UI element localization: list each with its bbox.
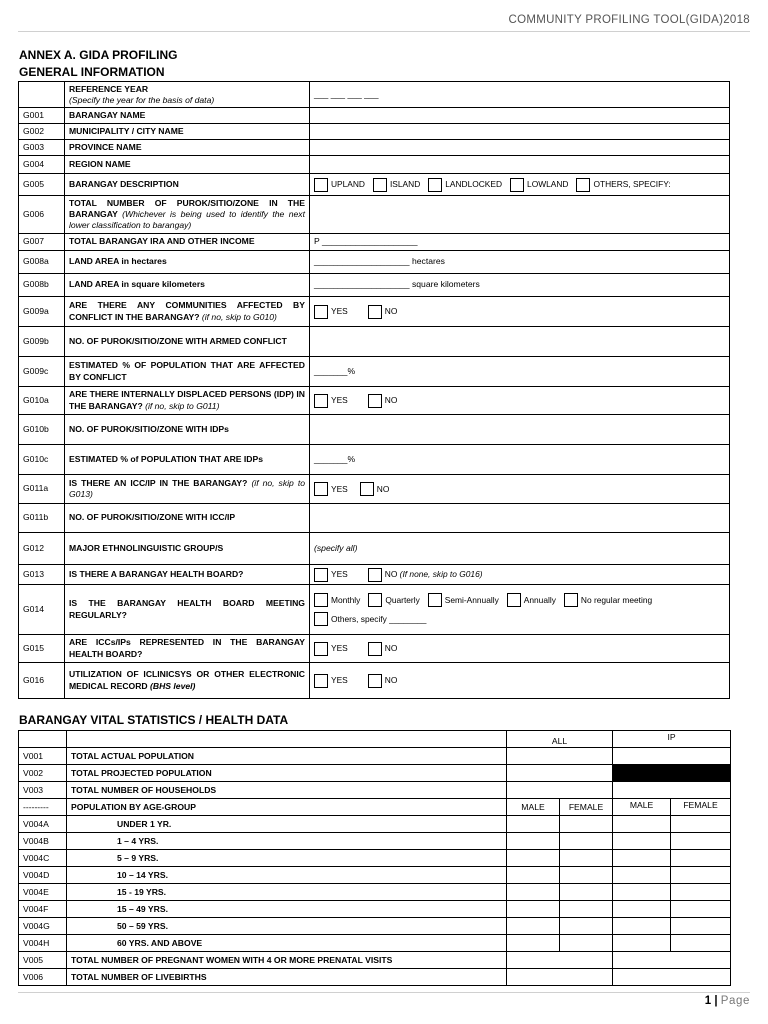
table-row xyxy=(19,357,730,387)
row-code: G004 xyxy=(19,156,65,174)
ira-income-input[interactable]: ____________________ xyxy=(321,236,418,247)
no-label: NO xyxy=(384,643,398,654)
icc-question-label: IS THERE AN ICC/IP IN THE BARANGAY? xyxy=(69,477,248,488)
yes-checkbox[interactable] xyxy=(314,394,328,408)
value-cell[interactable] xyxy=(613,816,671,833)
no-label: NO xyxy=(384,675,398,686)
option-label: OTHERS, SPECIFY: xyxy=(593,179,671,190)
table-row xyxy=(19,782,731,799)
all-value-cell[interactable] xyxy=(507,782,613,799)
landlocked-checkbox[interactable] xyxy=(428,178,442,192)
skip-note: (if no, skip to G011) xyxy=(145,400,220,411)
table-row xyxy=(19,952,731,969)
unit-label: hectares xyxy=(411,256,445,267)
annex-title: ANNEX A. GIDA PROFILING xyxy=(19,48,178,62)
value-cell[interactable] xyxy=(613,867,671,884)
document-header: COMMUNITY PROFILING TOOL(GIDA)2018 xyxy=(508,14,750,26)
value-cell[interactable] xyxy=(507,816,560,833)
no-checkbox[interactable] xyxy=(368,568,382,582)
table-row xyxy=(19,585,730,635)
row-label: POPULATION BY AGE-GROUP xyxy=(67,799,507,816)
no-checkbox[interactable] xyxy=(368,305,382,319)
table-row xyxy=(19,565,730,585)
purok-count-label: TOTAL NUMBER OF PUROK/SITIO/ZONE IN THE BARANGAY xyxy=(69,197,305,219)
row-code: G016 xyxy=(19,663,65,699)
row-code: G010a xyxy=(19,387,65,415)
option-label: Quarterly xyxy=(385,594,420,605)
row-code: V005 xyxy=(19,952,67,969)
row-code: G009a xyxy=(19,297,65,327)
value-cell[interactable] xyxy=(507,850,560,867)
yes-checkbox[interactable] xyxy=(314,674,328,688)
value-cell[interactable] xyxy=(560,901,613,918)
value-cell[interactable] xyxy=(560,833,613,850)
row-label: TOTAL ACTUAL POPULATION xyxy=(67,748,507,765)
conflict-percent-input[interactable]: _______ xyxy=(314,365,348,376)
row-label: 60 YRS. AND ABOVE xyxy=(67,935,507,952)
value-cell[interactable] xyxy=(560,935,613,952)
row-code: V004H xyxy=(19,935,67,952)
table-row xyxy=(19,816,731,833)
no-label: NO xyxy=(384,569,398,580)
value-cell[interactable] xyxy=(671,935,731,952)
conflict-percent-label: ESTIMATED % OF POPULATION THAT ARE AFFECTED BY CONFLICT xyxy=(65,357,310,387)
land-area-hectares-label: LAND AREA in hectares xyxy=(65,251,310,274)
no-checkbox[interactable] xyxy=(360,482,374,496)
row-code: G009c xyxy=(19,357,65,387)
yes-label: YES xyxy=(331,675,348,686)
annually-checkbox[interactable] xyxy=(507,593,521,607)
value-cell[interactable] xyxy=(613,884,671,901)
no-checkbox[interactable] xyxy=(368,642,382,656)
column-header-male: MALE xyxy=(507,799,560,816)
health-board-question-label: IS THERE A BARANGAY HEALTH BOARD? xyxy=(65,565,310,585)
value-cell[interactable] xyxy=(613,901,671,918)
table-row xyxy=(19,327,730,357)
table-row xyxy=(19,969,731,986)
all-value-cell[interactable] xyxy=(507,765,613,782)
option-label: Semi-Annually xyxy=(444,594,499,605)
row-code: G011a xyxy=(19,475,65,504)
value-cell[interactable] xyxy=(671,850,731,867)
unit-label: square kilometers xyxy=(411,279,480,290)
table-row xyxy=(19,445,730,475)
island-checkbox[interactable] xyxy=(373,178,387,192)
idp-percent-input[interactable]: _______ xyxy=(314,453,348,464)
purok-count-field[interactable] xyxy=(310,196,730,234)
barangay-name-label: BARANGAY NAME xyxy=(65,108,310,124)
ip-value-cell[interactable] xyxy=(613,782,731,799)
option-label: UPLAND xyxy=(331,179,365,190)
peso-prefix: P xyxy=(314,236,320,247)
others-checkbox[interactable] xyxy=(314,612,328,626)
yes-label: YES xyxy=(331,306,348,317)
table-row xyxy=(19,850,731,867)
table-row xyxy=(19,748,731,765)
table-row xyxy=(19,174,730,196)
others-checkbox[interactable] xyxy=(576,178,590,192)
general-information-table xyxy=(18,81,730,699)
value-cell[interactable] xyxy=(507,867,560,884)
row-label: TOTAL NUMBER OF LIVEBIRTHS xyxy=(67,969,507,986)
option-label: No regular meeting xyxy=(580,594,653,605)
value-cell[interactable] xyxy=(560,867,613,884)
row-code: V004B xyxy=(19,833,67,850)
percent-sign: % xyxy=(347,453,356,464)
land-area-hectares-input[interactable]: ____________________ xyxy=(314,256,410,267)
column-header-female: FEMALE xyxy=(560,799,613,816)
icc-representation-label: ARE ICCs/IPs REPRESENTED IN THE BARANGAY HEALTH BOARD? xyxy=(65,635,310,663)
conflict-question-label: ARE THERE ANY COMMUNITIES AFFECTED BY CONFLICT IN THE BARANGAY? xyxy=(69,300,305,322)
row-code: G002 xyxy=(19,124,65,140)
section-title-vital-statistics: BARANGAY VITAL STATISTICS / HEALTH DATA xyxy=(19,713,289,727)
ip-value-cell[interactable] xyxy=(613,952,731,969)
table-row xyxy=(19,901,731,918)
skip-note: (if no, skip to G013) xyxy=(69,477,306,499)
percent-sign: % xyxy=(347,365,356,376)
row-code: G008b xyxy=(19,274,65,297)
table-row xyxy=(19,274,730,297)
page-label: Page xyxy=(720,995,750,1007)
no-label: NO xyxy=(384,395,398,406)
table-row xyxy=(19,867,731,884)
row-label: 50 – 59 YRS. xyxy=(67,918,507,935)
option-label: ISLAND xyxy=(389,179,421,190)
vital-statistics-table xyxy=(18,730,731,986)
table-row xyxy=(19,108,730,124)
row-label: 1 – 4 YRS. xyxy=(67,833,507,850)
value-cell[interactable] xyxy=(613,935,671,952)
yes-checkbox[interactable] xyxy=(314,642,328,656)
idp-percent-label: ESTIMATED % of POPULATION THAT ARE IDPs xyxy=(65,445,310,475)
option-label: LANDLOCKED xyxy=(445,179,503,190)
value-cell[interactable] xyxy=(613,850,671,867)
header-divider xyxy=(18,31,750,32)
row-code: V006 xyxy=(19,969,67,986)
no-checkbox[interactable] xyxy=(368,674,382,688)
yes-label: YES xyxy=(331,483,348,494)
value-cell[interactable] xyxy=(560,884,613,901)
land-area-sqkm-label: LAND AREA in square kilometers xyxy=(65,274,310,297)
footer-divider xyxy=(18,992,750,993)
barangay-name-field[interactable] xyxy=(310,108,730,124)
idp-question-label: ARE THERE INTERNALLY DISPLACED PERSONS (IDP) IN THE BARANGAY? xyxy=(69,389,305,411)
monthly-checkbox[interactable] xyxy=(314,593,328,607)
yes-checkbox[interactable] xyxy=(314,482,328,496)
table-row xyxy=(19,124,730,140)
row-code: G014 xyxy=(19,585,65,635)
row-code: V004F xyxy=(19,901,67,918)
value-cell[interactable] xyxy=(671,901,731,918)
row-code: G001 xyxy=(19,108,65,124)
table-row xyxy=(19,663,730,699)
section-title-general-information: GENERAL INFORMATION xyxy=(19,65,165,79)
table-row xyxy=(19,82,730,108)
ip-value-cell[interactable] xyxy=(613,748,731,765)
armed-conflict-field[interactable] xyxy=(310,327,730,357)
row-code: G011b xyxy=(19,504,65,533)
table-row xyxy=(19,140,730,156)
table-row xyxy=(19,731,731,748)
yes-label: YES xyxy=(331,395,348,406)
emr-note: (BHS level) xyxy=(150,680,196,691)
ethnolinguistic-input[interactable]: (specify all) xyxy=(314,542,358,553)
row-code: V002 xyxy=(19,765,67,782)
table-row xyxy=(19,387,730,415)
others-specify-label: Others, specify ________ xyxy=(331,613,427,624)
no-label: NO xyxy=(376,483,390,494)
idp-zones-field[interactable] xyxy=(310,415,730,445)
value-cell[interactable] xyxy=(671,867,731,884)
row-label: TOTAL NUMBER OF HOUSEHOLDS xyxy=(67,782,507,799)
row-code: G008a xyxy=(19,251,65,274)
row-code: G013 xyxy=(19,565,65,585)
value-cell[interactable] xyxy=(613,833,671,850)
table-row xyxy=(19,504,730,533)
region-name-label: REGION NAME xyxy=(65,156,310,174)
ira-income-label: TOTAL BARANGAY IRA AND OTHER INCOME xyxy=(65,234,310,251)
value-cell[interactable] xyxy=(507,935,560,952)
yes-label: YES xyxy=(331,643,348,654)
table-row xyxy=(19,533,730,565)
armed-conflict-label: NO. OF PUROK/SITIO/ZONE WITH ARMED CONFLICT xyxy=(65,327,310,357)
row-code: --------- xyxy=(19,799,67,816)
land-area-sqkm-input[interactable]: ____________________ xyxy=(314,279,410,290)
reference-year-input[interactable]: ___ ___ ___ ___ xyxy=(314,88,379,99)
all-value-cell[interactable] xyxy=(507,952,613,969)
purok-count-note: (Whichever is being used to identify the next lower classification to barangay) xyxy=(69,208,305,231)
no-checkbox[interactable] xyxy=(368,394,382,408)
table-row xyxy=(19,234,730,251)
page-number: 1 xyxy=(704,995,712,1007)
value-cell[interactable] xyxy=(507,884,560,901)
ethnolinguistic-label: MAJOR ETHNOLINGUISTIC GROUP/S xyxy=(65,533,310,565)
row-code: G007 xyxy=(19,234,65,251)
row-code: G009b xyxy=(19,327,65,357)
table-row xyxy=(19,935,731,952)
row-code: V004C xyxy=(19,850,67,867)
value-cell[interactable] xyxy=(671,918,731,935)
health-board-meeting-label: IS THE BARANGAY HEALTH BOARD MEETING REGULARLY? xyxy=(65,585,310,635)
row-label: TOTAL PROJECTED POPULATION xyxy=(67,765,507,782)
yes-label: YES xyxy=(331,569,348,580)
idp-zones-label: NO. OF PUROK/SITIO/ZONE WITH IDPs xyxy=(65,415,310,445)
table-row xyxy=(19,635,730,663)
ip-value-cell[interactable] xyxy=(613,969,731,986)
row-code: G010b xyxy=(19,415,65,445)
code-cell xyxy=(19,82,65,108)
province-name-field[interactable] xyxy=(310,140,730,156)
row-code: V004D xyxy=(19,867,67,884)
row-label: 15 – 49 YRS. xyxy=(67,901,507,918)
page-footer xyxy=(705,995,750,1007)
value-cell[interactable] xyxy=(507,918,560,935)
option-label: Annually xyxy=(523,594,556,605)
row-label: 15 - 19 YRS. xyxy=(67,884,507,901)
row-code: G012 xyxy=(19,533,65,565)
table-row xyxy=(19,475,730,504)
all-value-cell[interactable] xyxy=(507,748,613,765)
row-code: G005 xyxy=(19,174,65,196)
value-cell[interactable] xyxy=(671,816,731,833)
row-code: V003 xyxy=(19,782,67,799)
table-row xyxy=(19,799,731,816)
blank-cell xyxy=(67,731,507,748)
column-header-male: MALE xyxy=(613,799,671,816)
table-row xyxy=(19,765,731,782)
row-code: V004G xyxy=(19,918,67,935)
column-header-ip: IP xyxy=(613,731,731,748)
upland-checkbox[interactable] xyxy=(314,178,328,192)
row-label: TOTAL NUMBER OF PREGNANT WOMEN WITH 4 OR MORE PRENATAL VISITS xyxy=(67,952,507,969)
emr-utilization-label: UTILIZATION OF ICLINICSYS OR OTHER ELECTRONIC MEDICAL RECORD xyxy=(69,669,305,691)
option-label: LOWLAND xyxy=(527,179,569,190)
skip-note: (If none, skip to G016) xyxy=(399,569,483,580)
semi-annually-checkbox[interactable] xyxy=(428,593,442,607)
reference-year-label: REFERENCE YEAR xyxy=(69,83,149,94)
table-row xyxy=(19,918,731,935)
row-code: G006 xyxy=(19,196,65,234)
province-name-label: PROVINCE NAME xyxy=(65,140,310,156)
no-label: NO xyxy=(384,306,398,317)
value-cell[interactable] xyxy=(560,850,613,867)
skip-note: (if no, skip to G010) xyxy=(201,311,277,322)
row-code: V004E xyxy=(19,884,67,901)
row-code: V001 xyxy=(19,748,67,765)
shaded-cell xyxy=(613,765,731,782)
no-regular-meeting-checkbox[interactable] xyxy=(564,593,578,607)
value-cell[interactable] xyxy=(507,901,560,918)
value-cell[interactable] xyxy=(560,918,613,935)
blank-cell xyxy=(19,731,67,748)
value-cell[interactable] xyxy=(560,816,613,833)
municipality-name-label: MUNICIPALITY / CITY NAME xyxy=(65,124,310,140)
option-label: Monthly xyxy=(331,594,361,605)
all-value-cell[interactable] xyxy=(507,969,613,986)
yes-checkbox[interactable] xyxy=(314,305,328,319)
icc-zones-label: NO. OF PUROK/SITIO/ZONE WITH ICC/IP xyxy=(65,504,310,533)
reference-year-note: (Specify the year for the basis of data) xyxy=(69,94,215,105)
row-code: G015 xyxy=(19,635,65,663)
region-name-field[interactable] xyxy=(310,156,730,174)
municipality-name-field[interactable] xyxy=(310,124,730,140)
table-row xyxy=(19,833,731,850)
row-label: UNDER 1 YR. xyxy=(67,816,507,833)
table-row xyxy=(19,196,730,234)
quarterly-checkbox[interactable] xyxy=(368,593,382,607)
row-label: 5 – 9 YRS. xyxy=(67,850,507,867)
value-cell[interactable] xyxy=(507,833,560,850)
row-code: G010c xyxy=(19,445,65,475)
yes-checkbox[interactable] xyxy=(314,568,328,582)
lowland-checkbox[interactable] xyxy=(510,178,524,192)
table-row xyxy=(19,297,730,327)
value-cell[interactable] xyxy=(613,918,671,935)
barangay-description-label: BARANGAY DESCRIPTION xyxy=(65,174,310,196)
value-cell[interactable] xyxy=(671,833,731,850)
table-row xyxy=(19,884,731,901)
column-header-all: ALL xyxy=(507,731,613,748)
table-row xyxy=(19,251,730,274)
row-code: G003 xyxy=(19,140,65,156)
table-row xyxy=(19,415,730,445)
value-cell[interactable] xyxy=(671,884,731,901)
row-label: 10 – 14 YRS. xyxy=(67,867,507,884)
table-row xyxy=(19,156,730,174)
icc-zones-field[interactable] xyxy=(310,504,730,533)
footer-separator: | xyxy=(714,995,718,1007)
row-code: V004A xyxy=(19,816,67,833)
column-header-female: FEMALE xyxy=(671,799,731,816)
